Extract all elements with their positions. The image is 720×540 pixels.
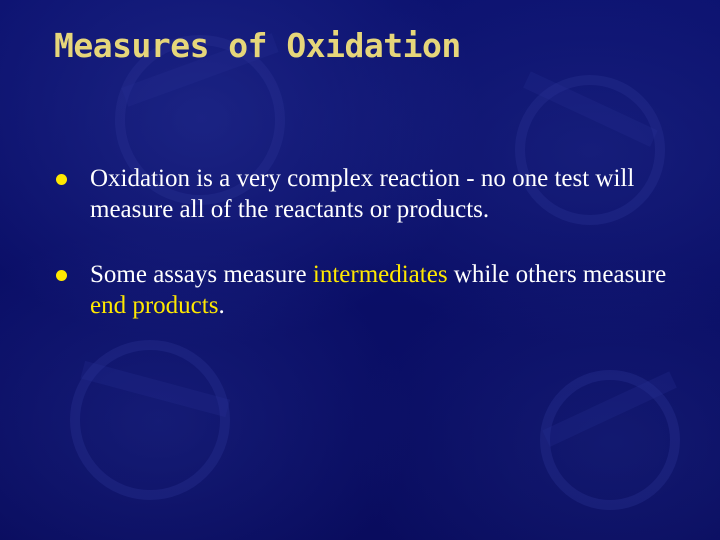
highlighted-term-end-products: end products	[90, 292, 219, 319]
bullet-dot-icon	[56, 174, 67, 185]
bullet-item	[56, 259, 676, 321]
bullet-list	[56, 163, 676, 355]
bullet-text: Oxidation is a very complex reaction - no one test will measure all of the reactants or products.	[90, 165, 635, 223]
bullet-item	[56, 163, 676, 225]
bullet-text-part: Some assays measure	[90, 261, 313, 288]
highlighted-term-intermediates: intermediates	[312, 261, 448, 288]
slide-title: Measures of Oxidation	[54, 26, 461, 65]
bullet-dot-icon	[56, 270, 67, 281]
bullet-text-part: .	[218, 292, 225, 319]
bullet-text-part: while others measure	[447, 261, 667, 288]
